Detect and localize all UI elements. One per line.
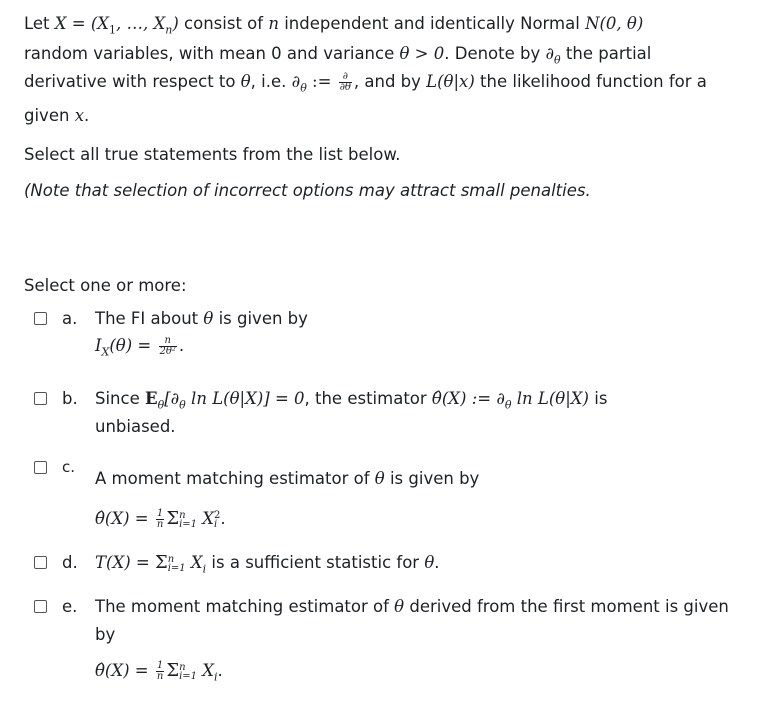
option-text: Since (95, 389, 145, 408)
option-text: is a sufficient statistic for (206, 553, 425, 572)
option-b-checkbox[interactable] (34, 392, 47, 405)
intro-line-3 (24, 72, 707, 94)
math: ) (172, 14, 179, 33)
math: ln L(θ|X)] = 0 (185, 389, 305, 408)
option-letter: c. (62, 458, 76, 476)
math: n (268, 14, 279, 33)
math: X (202, 661, 215, 680)
option-letter: b. (62, 389, 78, 408)
math: ∂ (291, 72, 301, 91)
intro-line-1 (24, 14, 643, 36)
instruction-text: Select all true statements from the list below. (24, 145, 401, 164)
intro-text: . Denote by (444, 44, 546, 63)
sum-upper-limit: n (179, 661, 186, 673)
sum-symbol: Σ (166, 508, 180, 529)
math: := (306, 72, 337, 91)
sum-lower-limit: i=1 (179, 518, 198, 530)
punctuation: . (434, 553, 440, 572)
option-text: A moment matching estimator of (95, 469, 375, 488)
option-text: is given by (213, 309, 308, 328)
sum-limits (168, 555, 186, 573)
math: θ (374, 469, 385, 488)
fraction-numerator: n (159, 336, 177, 347)
sum-symbol: Σ (166, 660, 180, 681)
option-text: The FI about (95, 309, 204, 328)
option-c-formula (95, 508, 226, 530)
sum-upper-limit: n (179, 509, 186, 521)
option-letter: a. (62, 309, 78, 328)
math: ln L(θ|X) (511, 389, 589, 408)
option-d-text (95, 552, 440, 575)
math: θ̂(X) := ∂ (431, 389, 505, 408)
intro-text: Let (24, 14, 55, 33)
intro-text: . (84, 106, 90, 125)
math-subscript: θ (300, 81, 307, 95)
option-letter: e. (62, 597, 78, 616)
fisher-fraction (159, 336, 177, 357)
option-e-text (95, 597, 729, 616)
punctuation: . (220, 509, 226, 528)
intro-text: the likelihood function for a (474, 72, 707, 91)
math: X (202, 509, 215, 528)
fraction-denominator: n (156, 671, 164, 682)
sum-lower-limit: i=1 (179, 670, 198, 682)
intro-line-2 (24, 44, 651, 66)
fraction-numerator: 1 (156, 660, 164, 671)
math: θ (424, 553, 435, 572)
math-subscript: i (202, 562, 207, 576)
option-c-checkbox[interactable] (34, 461, 47, 474)
option-e-checkbox[interactable] (34, 600, 47, 613)
partial-fraction (339, 72, 352, 93)
intro-text: , i.e. (250, 72, 292, 91)
option-d-checkbox[interactable] (34, 556, 47, 569)
option-text: is (588, 389, 608, 408)
math-subscript: θ (554, 53, 561, 67)
intro-text: , and by (353, 72, 427, 91)
option-e-formula (95, 660, 223, 683)
penalty-note: (Note that selection of incorrect options may attract small penalties. (24, 181, 591, 200)
math-subscript: θ (157, 398, 165, 412)
select-prompt: Select one or more: (24, 276, 187, 295)
math-subscript: 1 (109, 23, 117, 37)
intro-text: derivative with respect to (24, 72, 241, 91)
option-letter: d. (62, 553, 78, 572)
intro-text: independent and identically Normal (278, 14, 586, 33)
sum-limits (179, 663, 197, 681)
option-text: , the estimator (304, 389, 432, 408)
punctuation: . (178, 336, 185, 355)
option-text: is given by (384, 469, 480, 488)
fraction-denominator: ∂θ (339, 82, 351, 93)
intro-text: random variables, with mean 0 and variance (24, 44, 400, 63)
math: ∂ (545, 44, 555, 63)
intro-line-4 (24, 106, 89, 125)
fraction-denominator: n (156, 519, 164, 530)
intro-text: consist of (178, 14, 269, 33)
math-subscript: X (101, 345, 110, 359)
sum-symbol: Σ (154, 552, 168, 573)
math-subscript: i (214, 670, 218, 684)
math: L(θ|x) (426, 72, 475, 91)
punctuation: . (217, 661, 223, 680)
math: (θ) = (109, 336, 157, 355)
fraction-numerator: ∂ (339, 72, 352, 83)
option-a-checkbox[interactable] (34, 312, 47, 325)
option-e-text-line2: by (95, 625, 116, 644)
option-b-text (95, 389, 607, 411)
math: θ (203, 309, 214, 328)
math: θ̂(X) = (95, 661, 154, 680)
math: θ (394, 597, 405, 616)
option-a-formula (95, 336, 184, 358)
sum-upper-limit: n (167, 553, 175, 565)
intro-text: the partial (560, 44, 652, 63)
fraction-denominator: 2θ² (159, 346, 176, 357)
math: θ̂(X) = (95, 509, 154, 528)
math: , …, X (116, 14, 166, 33)
math-subscript: n (165, 23, 173, 37)
math: X (190, 553, 203, 572)
math-subscript: θ (504, 398, 512, 412)
x-superscript: 2 (214, 509, 221, 521)
math: T(X) = (95, 553, 155, 572)
math: [∂ (164, 389, 180, 408)
math: I (95, 336, 102, 355)
option-c-text (95, 469, 479, 488)
math: E (144, 389, 158, 408)
one-over-n-fraction (156, 509, 164, 530)
option-text: derived from the first moment is given (404, 597, 729, 616)
x-subscript: i (214, 518, 218, 530)
math: N(0, θ) (585, 14, 644, 33)
intro-text: given (24, 106, 75, 125)
math: X = (X (54, 14, 110, 33)
option-text: The moment matching estimator of (95, 597, 395, 616)
math: x (74, 106, 84, 125)
math: θ > 0 (399, 44, 445, 63)
sum-lower-limit: i=1 (167, 562, 186, 574)
fraction-numerator: 1 (156, 508, 164, 519)
option-b-text-line2: unbiased. (95, 417, 176, 436)
math: θ (240, 72, 251, 91)
sum-limits (179, 511, 197, 529)
math-subscript: θ (179, 398, 186, 412)
option-a-text (95, 309, 308, 328)
one-over-n-fraction (156, 661, 164, 682)
